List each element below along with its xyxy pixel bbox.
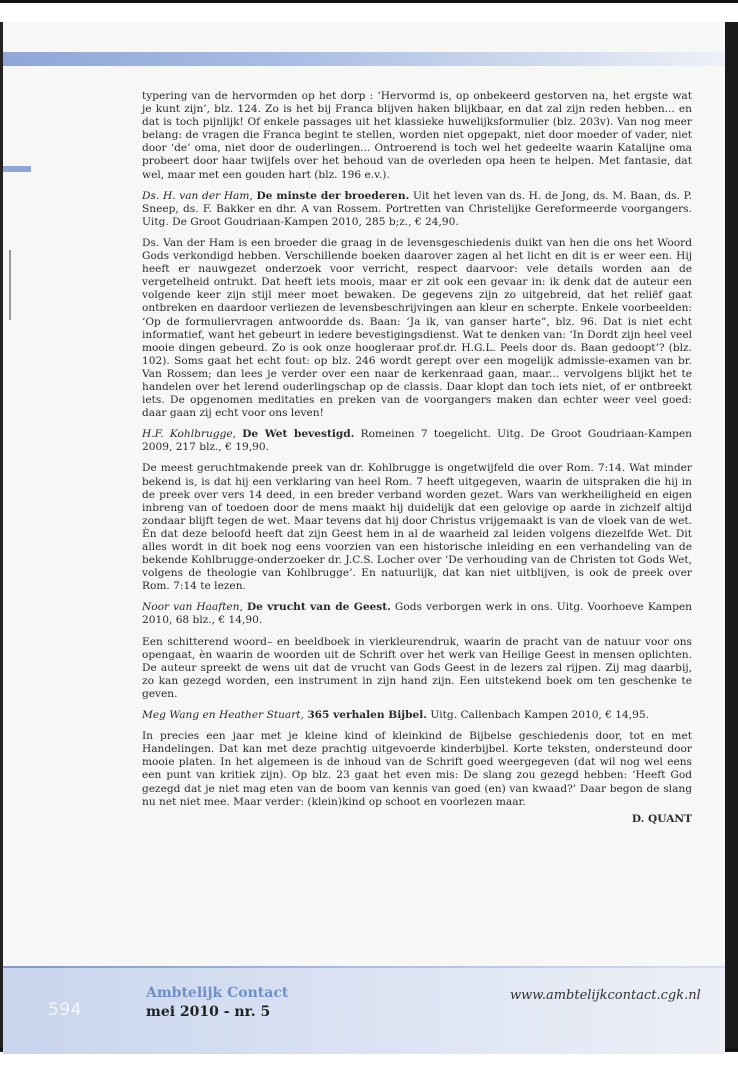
review-author: Noor van Haaften, [142, 601, 243, 614]
scan-bottom-margin [0, 1058, 738, 1068]
scan-top-edge [0, 0, 738, 3]
review-heading-2 [142, 428, 692, 454]
review-text-3: Een schitterend woord– en beeldboek in vierkleurendruk, waarin de pracht van de natuur voor ons opengaat, èn waarin de woorden uit de Schrift over het werk van Heilige Geest in mensen oplichten. De auteur spreekt de wens uit dat de vrucht van Gods Geest in de lezers zal rijpen. Zij mag daarbij, zo kan gezegd worden, een instrument in zijn hand zijn. Een uitstekend boek om ten geschenke te geven. [142, 635, 692, 700]
page-number: 594 [48, 1000, 82, 1020]
review-book-details: Uit het leven van ds. H. de Jong, ds. M. Baan, ds. P. Sneep, ds. F. Bakker en dhr. A van Rossem. Portretten van Christelijke Gereformeerde voorgangers. Uitg. De Groot Goudriaan-Kampen 2010, 285 b;z., € 24,90. [142, 189, 692, 228]
review-author: Meg Wang en Heather Stuart, [142, 709, 304, 722]
side-accent-mark [3, 166, 31, 172]
review-book-details: Uitg. Callenbach Kampen 2010, € 14,95. [430, 709, 649, 722]
side-rule-mark [9, 250, 11, 320]
review-text-1: Ds. Van der Ham is een broeder die graag in de levensgeschiedenis duikt van hen die ons het Woord Gods verkondigd hebben. Verschillende boeken daarover zagen al het licht en dit is er weer een. Hij heeft er nauwgezet onderzoek voor verricht, respect daarvoor: vele details worden aan de vergetelheid ontrukt. Dat heeft iets moois, maar er zit ook een gevaar in: ik denk dat de auteur een volgende keer zijn stijl meer moet bewaken. De gegevens zijn zo uitgebreid, dat het reliëf gaat ontbreken en daardoor verliezen de levensbeschrijvingen aan kleur en scherpte. Enkele voorbeelden: ‘Op de formuliervragen antwoordde ds. Baan: ‘Ja ik, van ganser harte”, blz. 96. Dat is niet echt informatief, want het gebeurt in iedere bevestigingsdienst. Wat te denken van: ‘In Dordt zijn heel veel mooie dingen gebeurd. Zo is ook onze hoogleraar prof.dr. H.G.L. Peels door ds. Baan gedoopt’? (blz. 102). Soms gaat het echt fout: op blz. 246 wordt gerept over een mogelijk admissie-examen van br. Van Rossem; dan lees je verder over een naar de kerkenraad gaan, maar... vervolgens blijkt het te handelen over het lerend ouderlingschap op de classis. Daar klopt dan toch iets niet, of er ontbreekt iets. De opgenomen meditaties en preken van de voorgangers maken dan echter weer veel goed: daar gaan zij echt voor ons leven! [142, 236, 692, 420]
article-body [142, 90, 692, 834]
magazine-name: Ambtelijk Contact [146, 985, 289, 1001]
reviewer-signature: D. QUANT [631, 812, 692, 825]
review-heading-3 [142, 601, 692, 627]
header-color-band [3, 52, 725, 66]
scan-right-edge [725, 22, 738, 1052]
review-book-details: Romeinen 7 toegelicht. Uitg. De Groot Goudriaan-Kampen 2009, 217 blz., € 19,90. [142, 428, 692, 454]
review-author: Ds. H. van der Ham, [142, 189, 253, 202]
review-book-title: 365 verhalen Bijbel. [307, 709, 427, 722]
footer-band [3, 968, 725, 1054]
review-book-title: De vrucht van de Geest. [246, 601, 391, 614]
review-heading-1 [142, 190, 692, 229]
review-heading-4 [142, 709, 692, 722]
review-continuation: typering van de hervormden op het dorp : ‘Hervormd is, op onbekeerd gestorven na, het ergste wat je kunt zijn’, blz. 124. Zo is het bij Franca blijven haken blijkbaar, en dat zal zijn reden hebben... en dat is toch pijnlijk! Of enkele passages uit het klassieke huwelijksformulier (blz. 203v). Van nog meer belang: de vragen die Franca begint te stellen, worden niet opgepakt, niet door moeder of vader, niet door ‘de’ oma, niet door de ouderlingen... Ontroerend is toch wel het gedeelte waarin Katalijne oma probeert door haar twijfels over het behoud van de overleden opa heen te helpen. Met fantasie, dat wel, maar met een gouden hart (blz. 196 e.v.). [142, 90, 692, 181]
review-book-title: De Wet bevestigd. [242, 428, 355, 441]
review-text-4: In precies een jaar met je kleine kind of kleinkind de Bijbelse geschiedenis door, tot en met Handelingen. Dat kan met deze prachtig uitgevoerde kinderbijbel. Korte teksten, ondersteund door mooie platen. In het algemeen is de inhoud van de Schrift goed weergegeven (dat wil nog wel eens een punt van kritiek zijn). Op blz. 23 gaat het even mis: De slang zou gezegd hebben: ‘Heeft God gezegd dat je niet mag eten van de boom van kennis van goed (en) van kwaad?’ Daar begon de slang nu net niet mee. Maar verder: (klein)kind op schoot en voorlezen maar. [142, 730, 692, 808]
magazine-issue: mei 2010 - nr. 5 [146, 1004, 271, 1020]
scan-left-edge [0, 22, 3, 1052]
review-author: H.F. Kohlbrugge, [142, 428, 236, 441]
website-link[interactable]: www.ambtelijkcontact.cgk.nl [510, 988, 701, 1003]
review-book-title: De minste der broederen. [256, 189, 410, 202]
review-text-2: De meest geruchtmakende preek van dr. Kohlbrugge is ongetwijfeld die over Rom. 7:14. Wat minder bekend is, is dat hij een verklaring van heel Rom. 7 heeft uitgegeven, waarin de uitspraken die hij in de preek over vers 14 deed, in een breder verband worden gezet. Wars van werkheiligheid en eigen inbreng van of toedoen door de mens maakt hij duidelijk dat een gelovige op aarde in zichzelf altijd zondaar blijft tegen de wet. Maar tevens dat hij door Christus vrijgemaakt is van de vloek van de wet. Èn dat deze beloofd heeft dat zijn Geest hem in al de waarheid zal leiden volgens diezelfde Wet. Dit alles wordt in dit boek nog eens voorzien van een historische inleiding en een verhandeling van de bekende Kohlbrugge-onderzoeker dr. J.C.S. Locher over ‘De verhouding van de Christen tot Gods Wet, volgens de theologie van Kohlbrugge’. En natuurlijk, dat kan niet uitblijven, is ook de preek over Rom. 7:14 te lezen. [142, 462, 692, 593]
review-book-details: Gods verborgen werk in ons. Uitg. Voorhoeve Kampen 2010, 68 blz., € 14,90. [142, 601, 692, 627]
